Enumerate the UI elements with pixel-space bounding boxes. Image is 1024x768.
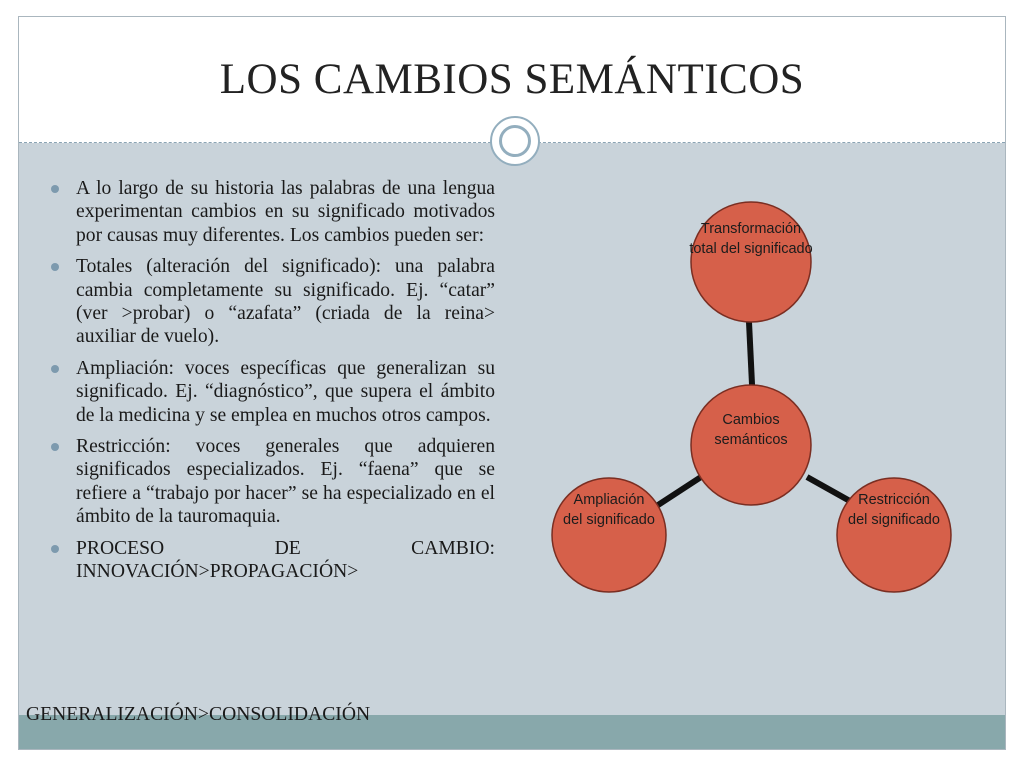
bullet-list xyxy=(43,177,495,592)
node-label-center: Cambios semánticos xyxy=(714,412,788,448)
bullet-item: Ampliación: voces específicas que generalizan su significado. Ej. “diagnóstico”, que supera el ámbito de la medicina y se emplea en muchos otros campos. xyxy=(43,357,495,427)
footer-text: GENERALIZACIÓN>CONSOLIDACIÓN xyxy=(26,704,371,725)
circle-ornament-inner xyxy=(499,125,531,157)
slide-title: LOS CAMBIOS SEMÁNTICOS xyxy=(219,56,805,103)
bullet-item: Restricción: voces generales que adquieren significados especializados. Ej. “faena” que se refiere a “trabajo por hacer” se ha especializado en el ámbito de la tauromaquia. xyxy=(43,435,495,529)
node-label-right: Restricción del significado xyxy=(848,492,940,528)
slide xyxy=(18,16,1006,750)
circle-ornament-icon xyxy=(490,116,540,166)
node-label-top: Transformación total del significado xyxy=(689,221,813,257)
radial-diagram xyxy=(539,177,979,607)
bullet-item: Totales (alteración del significado): una palabra cambia completamente su significado. Ej. “catar” (ver >probar) o “azafata” (criada de la reina> auxiliar de vuelo). xyxy=(43,255,495,349)
bullet-item: PROCESO DE CAMBIO: INNOVACIÓN>PROPAGACIÓN> xyxy=(43,537,495,584)
connector-left xyxy=(655,477,701,507)
bullet-item: A lo largo de su historia las palabras de una lengua experimentan cambios en su significado motivados por causas muy diferentes. Los cambios pueden ser: xyxy=(43,177,495,247)
node-label-left: Ampliación del significado xyxy=(563,492,655,528)
